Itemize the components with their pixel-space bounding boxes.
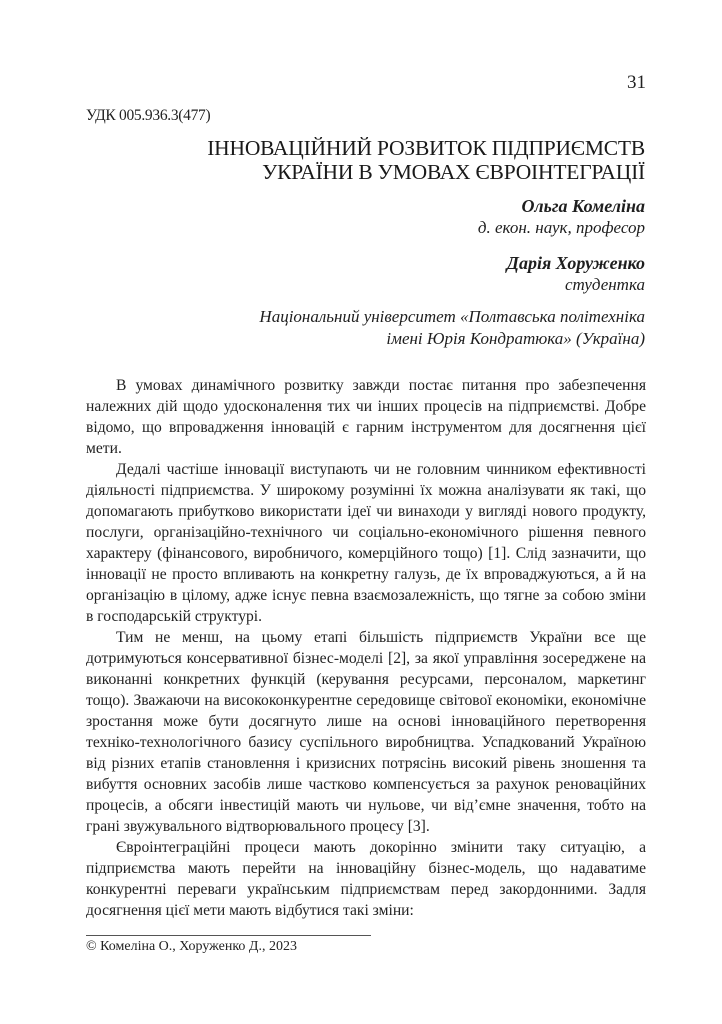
page-number: 31 bbox=[627, 72, 646, 93]
title-line: ІННОВАЦІЙНИЙ РОЗВИТОК ПІДПРИЄМСТВ bbox=[207, 136, 645, 160]
author-block bbox=[507, 252, 645, 296]
affiliation bbox=[145, 306, 645, 350]
copyright-footnote: © Комеліна О., Хоруженко Д., 2023 bbox=[86, 939, 297, 954]
author-block bbox=[478, 195, 645, 239]
article-title bbox=[85, 136, 645, 184]
author-name: Ольга Комеліна bbox=[521, 196, 645, 216]
footnote-divider bbox=[86, 935, 371, 936]
udc-code: УДК 005.936.3(477) bbox=[86, 107, 211, 124]
paragraph: Дедалі частіше інновації виступають чи не головним чинником ефективності діяльності підприємства. У широкому розумінні їх можна аналізувати як такі, що допомагають прибутково використати ідеї чи винаходи у вигляді нового продукту, послуги, організаційно-технічного чи соціально-економічного рішення певного характеру (фінансового, виробничого, комерційного тощо) [1]. Слід зазначити, що інновації не просто впливають на конкретну галузь, де їх впроваджуються, а й на організацію в цілому, адже існує певна взаємозалежність, що тягне за собою зміни в господарській структурі. bbox=[86, 461, 646, 625]
affiliation-line: імені Юрія Кондратюка» (Україна) bbox=[386, 329, 645, 348]
paragraph: В умовах динамічного розвитку завжди постає питання про забезпечення належних дій щодо удосконалення тих чи інших процесів на підприємстві. Добре відомо, що впровадження інновацій є гарним інструментом для досягнення цієї мети. bbox=[86, 377, 646, 457]
paragraph: Євроінтеграційні процеси мають докорінно змінити таку ситуацію, а підприємства мають перейти на інноваційну бізнес-модель, що надаватиме конкурентні переваги українським підприємствам перед закордонними. Задля досягнення цієї мети мають відбутися такі зміни: bbox=[86, 839, 646, 919]
author-role: студентка bbox=[565, 275, 645, 294]
paragraph: Тим не менш, на цьому етапі більшість підприємств України все ще дотримуються консервативної бізнес-моделі [2], за якої управління зосереджене на виконанні конкретних функцій (керування ресурсами, персоналом, маркетинг тощо). Зважаючи на висококонкурентне середовище світової економіки, економічне зростання може бути досягнуто лише на основі інноваційного перетворення техніко-технологічного базису суспільного виробництва. Успадкований Україною від різних етапів становлення і кризисних потрясінь високий рівень зношення та вибуття основних засобів лише частково компенсується за рахунок реноваційних процесів, а обсяги інвестицій мають чи нульове, чи від’ємне значення, тобто на грані звужувального відтворювального процесу [3]. bbox=[86, 629, 646, 835]
author-role: д. екон. наук, професор bbox=[477, 218, 645, 237]
author-name: Дарія Хоруженко bbox=[506, 253, 645, 273]
affiliation-line: Національний університет «Полтавська політехніка bbox=[259, 307, 645, 326]
article-body bbox=[86, 375, 646, 921]
title-line: УКРАЇНИ В УМОВАХ ЄВРОІНТЕГРАЦІЇ bbox=[262, 160, 645, 184]
